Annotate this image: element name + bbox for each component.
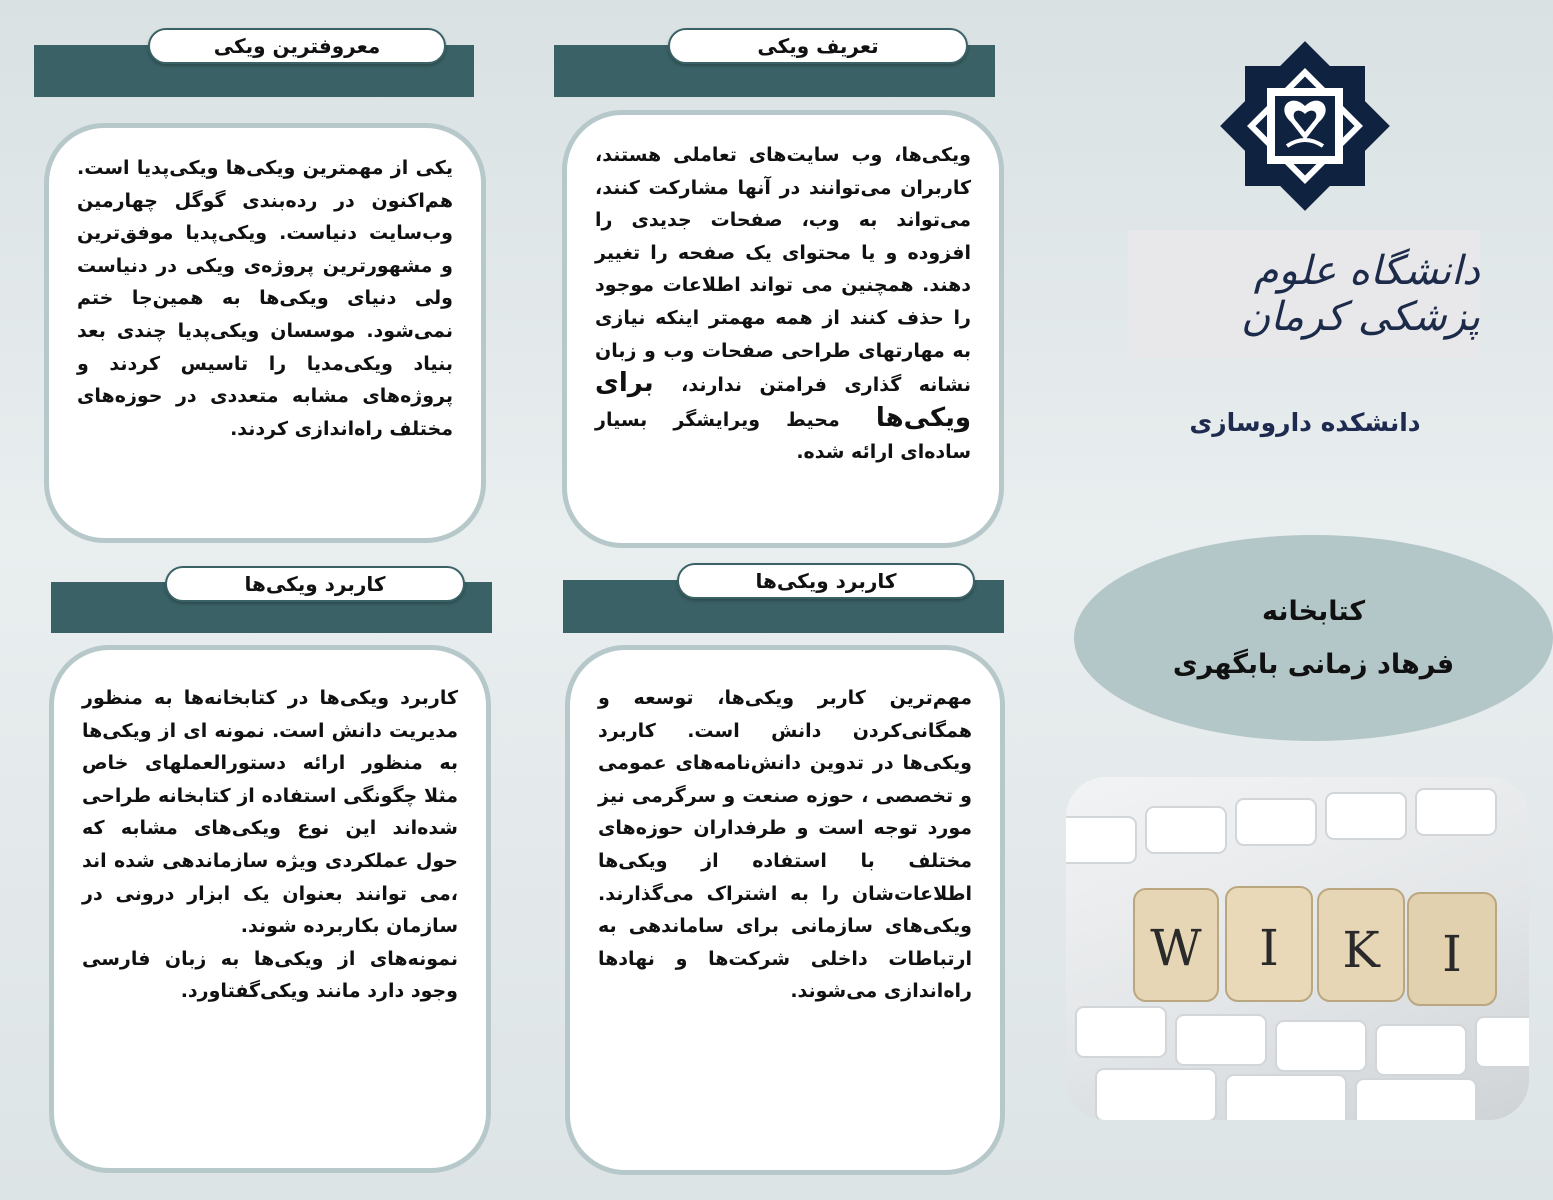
definition-text-emphasis: برای ویکی‌ها — [595, 368, 971, 433]
panel-title-wiki-uses-library: کاربرد ویکی‌ها — [165, 566, 465, 602]
wiki-blocks-photo — [1066, 777, 1529, 1120]
panel-text-wiki-definition — [595, 139, 971, 469]
panel-card-famous-wiki — [44, 123, 486, 543]
panel-title-wiki-uses: کاربرد ویکی‌ها — [677, 563, 975, 599]
definition-text-part1: ویکی‌ها، وب سایت‌های تعاملی هستند، کاربران می‌توانند در آنها مشارکت کنند، می‌تواند به وب، صفحات جدیدی را افزوده و یا محتوای یک صفحه را تغییر دهند. همچنین می تواند اطلاعات موجود را حذف کنند از همه مهمتر اینکه نیازی به مهارتهای طراحی صفحات وب و زبان نشانه گذاری فرامتن ندارند، — [595, 144, 971, 397]
cube-i1 — [1226, 887, 1312, 1001]
panel-text-wiki-uses-persian: نمونه‌های از ویکی‌ها به زبان فارسی وجود دارد مانند ویکی‌گفتاورد. — [82, 947, 458, 1003]
cube-letter-k: K — [1342, 921, 1380, 979]
cube-w — [1134, 889, 1218, 1001]
panel-card-wiki-definition — [562, 110, 1004, 548]
wiki-cubes — [1134, 887, 1496, 1005]
cube-letter-i2: I — [1442, 925, 1462, 983]
library-oval — [1074, 535, 1553, 741]
cube-k — [1318, 889, 1404, 1001]
panel-title-famous-wiki: معروفترین ویکی — [148, 28, 446, 64]
panel-card-wiki-uses-library — [49, 645, 491, 1173]
library-label: کتابخانه — [1261, 596, 1366, 627]
cube-letter-i1: I — [1259, 919, 1279, 977]
panel-text-famous-wiki: یکی از مهمترین ویکی‌ها ویکی‌پدیا است. هم‌اکنون در رده‌بندی گوگل چهارمین وب‌سایت دنیاست. ویکی‌پدیا موفق‌ترین و مشهورترین پروژه‌ی ویکی در دنیاست ولی دنیای ویکی‌ها به همین‌جا ختم نمی‌شود. موسسان ویکی‌پدیا چندی بعد بنیاد ویکی‌مدیا را تاسیس کردند و پروژه‌های مشابه متعددی در حوزه‌های مختلف راه‌اندازی کردند. — [77, 157, 453, 440]
wiki-blocks-image — [1066, 777, 1529, 1120]
panel-text-wiki-uses-library: کاربرد ویکی‌ها در کتابخانه‌ها به منظور مدیریت دانش است. نمونه ای از ویکی‌ها به منظور ارائه دستورالعملهای خاص مثلا چگونگی استفاده از کتابخانه طراحی شده‌اند این نوع ویکی‌های مشابه که حول عملکردی ویژه سازماندهی شده اند ،می توانند بعنوان یک ابزار درونی در سازمان بکاربرده شوند. — [82, 687, 458, 938]
cube-letter-w: W — [1150, 919, 1202, 977]
library-name: فرهاد زمانی بابگهری — [1172, 649, 1455, 680]
definition-text-part2: محیط ویرایشگر بسیار ساده‌ای ارائه شده. — [595, 408, 971, 464]
emblem-star-shape — [1220, 41, 1390, 211]
panel-title-wiki-definition: تعریف ویکی — [668, 28, 968, 64]
university-name-logotype: دانشگاه علوم پزشکی کرمان — [1128, 230, 1480, 358]
panel-card-wiki-uses — [565, 645, 1005, 1175]
faculty-name: دانشکده داروسازی — [1189, 408, 1421, 437]
panel-text-wiki-uses: مهم‌ترین کاربر ویکی‌ها، توسعه و همگانی‌کردن دانش است. کاربرد ویکی‌ها در تدوین دانش‌نامه‌های عمومی و تخصصی ، حوزه صنعت و سرگرمی نیز مورد توجه است و طرفداران حوزه‌های مختلف با استفاده از ویکی‌ها اطلاعات‌شان را به اشتراک می‌گذارند. ویکی‌های سازمانی برای ساماندهی به ارتباطات داخلی شرکت‌ها و نهادها راه‌اندازی می‌شوند. — [598, 687, 972, 1003]
university-emblem-icon — [1207, 28, 1403, 224]
cube-i2 — [1408, 893, 1496, 1005]
